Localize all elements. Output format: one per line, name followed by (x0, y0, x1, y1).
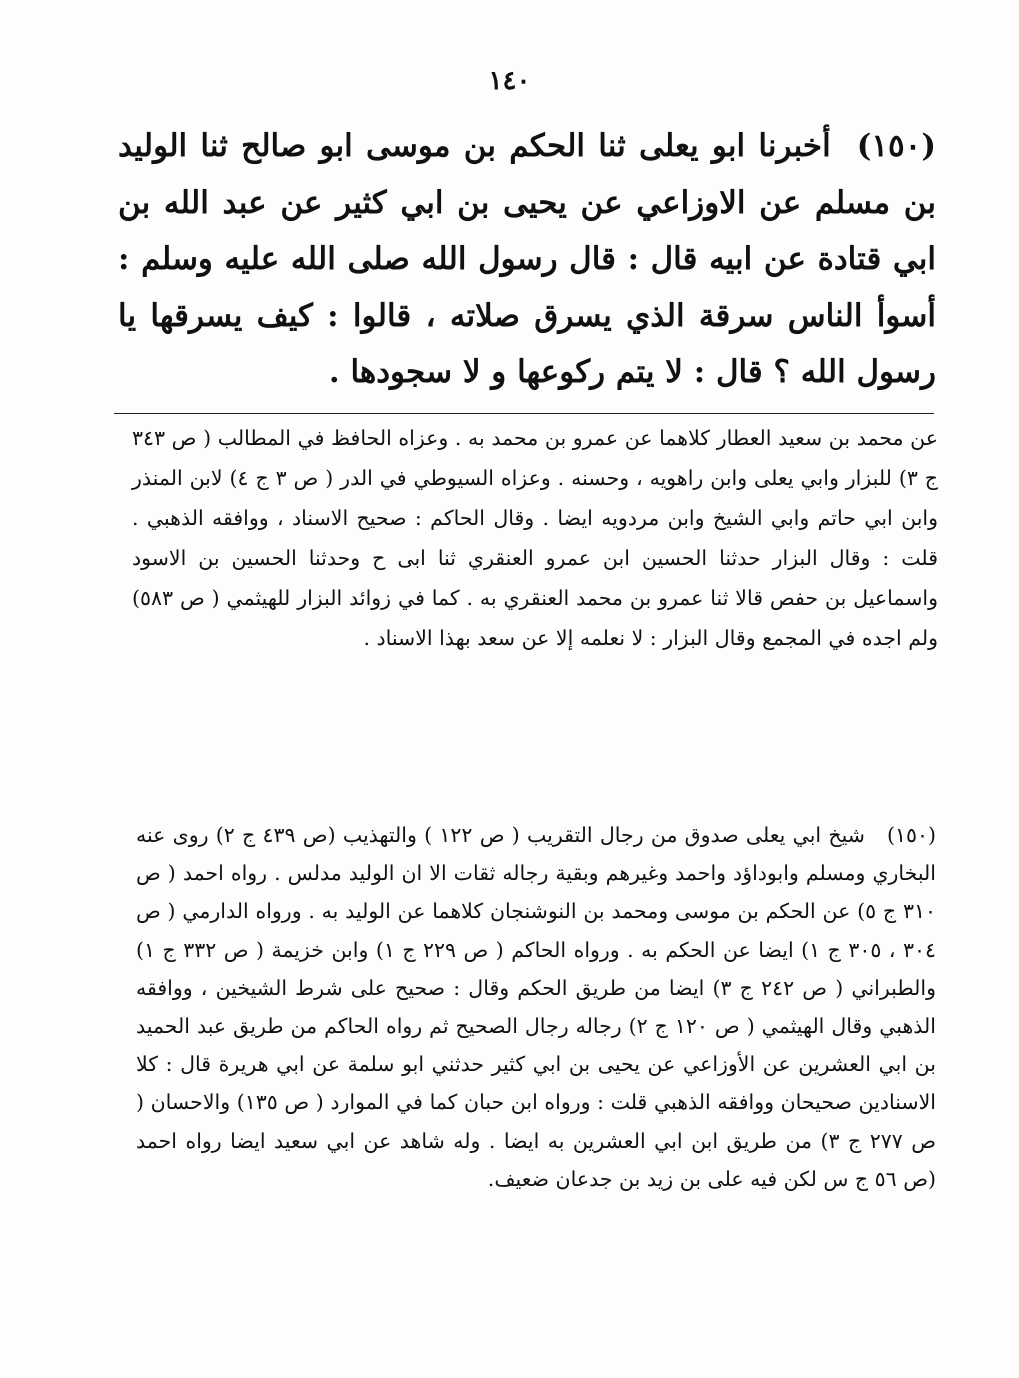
footnote-divider (114, 413, 934, 414)
hadith-text-block (118, 118, 936, 401)
footnote-150-text: شيخ ابي يعلى صدوق من رجال التقريب ( ص ١٢٢ ) والتهذيب (ص ٤٣٩ ج ٢) روى عنه البخاري ومسلم وابوداؤد واحمد وغيرهم وبقية رجاله ثقات الا ان الوليد مدلس . رواه احمد ( ص ٣١٠ ج ٥) عن الحكم بن موسى ومحمد بن النوشنجان كلاهما عن الوليد به . ورواه الدارمي ( ص ٣٠٤ ، ٣٠٥ ج ١) ايضا عن الحكم به . ورواه الحاكم ( ص ٢٢٩ ج ١) وابن خزيمة ( ص ٣٣٢ ج ١) والطبراني ( ص ٢٤٢ ج ٣) ايضا من طريق الحكم وقال : صحيح على شرط الشيخين ، ووافقه الذهبي وقال الهيثمي ( ص ١٢٠ ج ٢) رجاله رجال الصحيح ثم رواه الحاكم من طريق عبد الحميد بن ابي العشرين عن الأوزاعي عن يحيى بن ابي كثير حدثني ابو سلمة عن ابي هريرة قال : كلا الاسنادين صحيحان ووافقه الذهبي قلت : ورواه ابن حبان كما في الموارد ( ص ١٣٥) والاحسان ( ص ٢٧٧ ج ٣) من طريق ابن ابي العشرين به ايضا . وله شاهد عن ابي سعيد ايضا رواه احمد (ص ٥٦ ج س لكن فيه على بن زيد بن جدعان ضعيف. (136, 823, 937, 1191)
footnote-continued: عن محمد بن سعيد العطار كلاهما عن عمرو بن محمد به . وعزاه الحافظ في المطالب ( ص ٣٤٣ ج ٣) للبزار وابي يعلى وابن راهويه ، وحسنه . وعزاه السيوطي في الدر ( ص ٣ ج ٤) لابن المنذر وابن ابي حاتم وابي الشيخ وابن مردويه ايضا . وقال الحاكم : صحيح الاسناد ، ووافقه الذهبي . قلت : وقال البزار حدثنا الحسين ابن عمرو العنقري ثنا ابى ح وحدثنا الحسين بن الاسود واسماعيل بن حفص قالا ثنا عمرو بن محمد العنقري به . كما في زوائد البزار للهيثمي ( ص ٥٨٣) ولم اجده في المجمع وقال البزار : لا نعلمه إلا عن سعد بهذا الاسناد . (132, 426, 939, 650)
footnote-number: (١٥٠) (886, 823, 936, 847)
footnote-150 (136, 816, 936, 1198)
page-number: ١٤٠ (488, 66, 531, 96)
hadith-text: أخبرنا ابو يعلى ثنا الحكم بن موسى ابو صالح ثنا الوليد بن مسلم عن الاوزاعي عن يحيى بن ابي كثير عن عبد الله بن ابي قتادة عن ابيه قال : قال رسول الله صلى الله عليه وسلم : أسوأ الناس سرقة الذي يسرق صلاته ، قالوا : كيف يسرقها يا رسول الله ؟ قال : لا يتم ركوعها و لا سجودها . (118, 128, 936, 390)
hadith-number: (١٥٠) (856, 128, 936, 164)
